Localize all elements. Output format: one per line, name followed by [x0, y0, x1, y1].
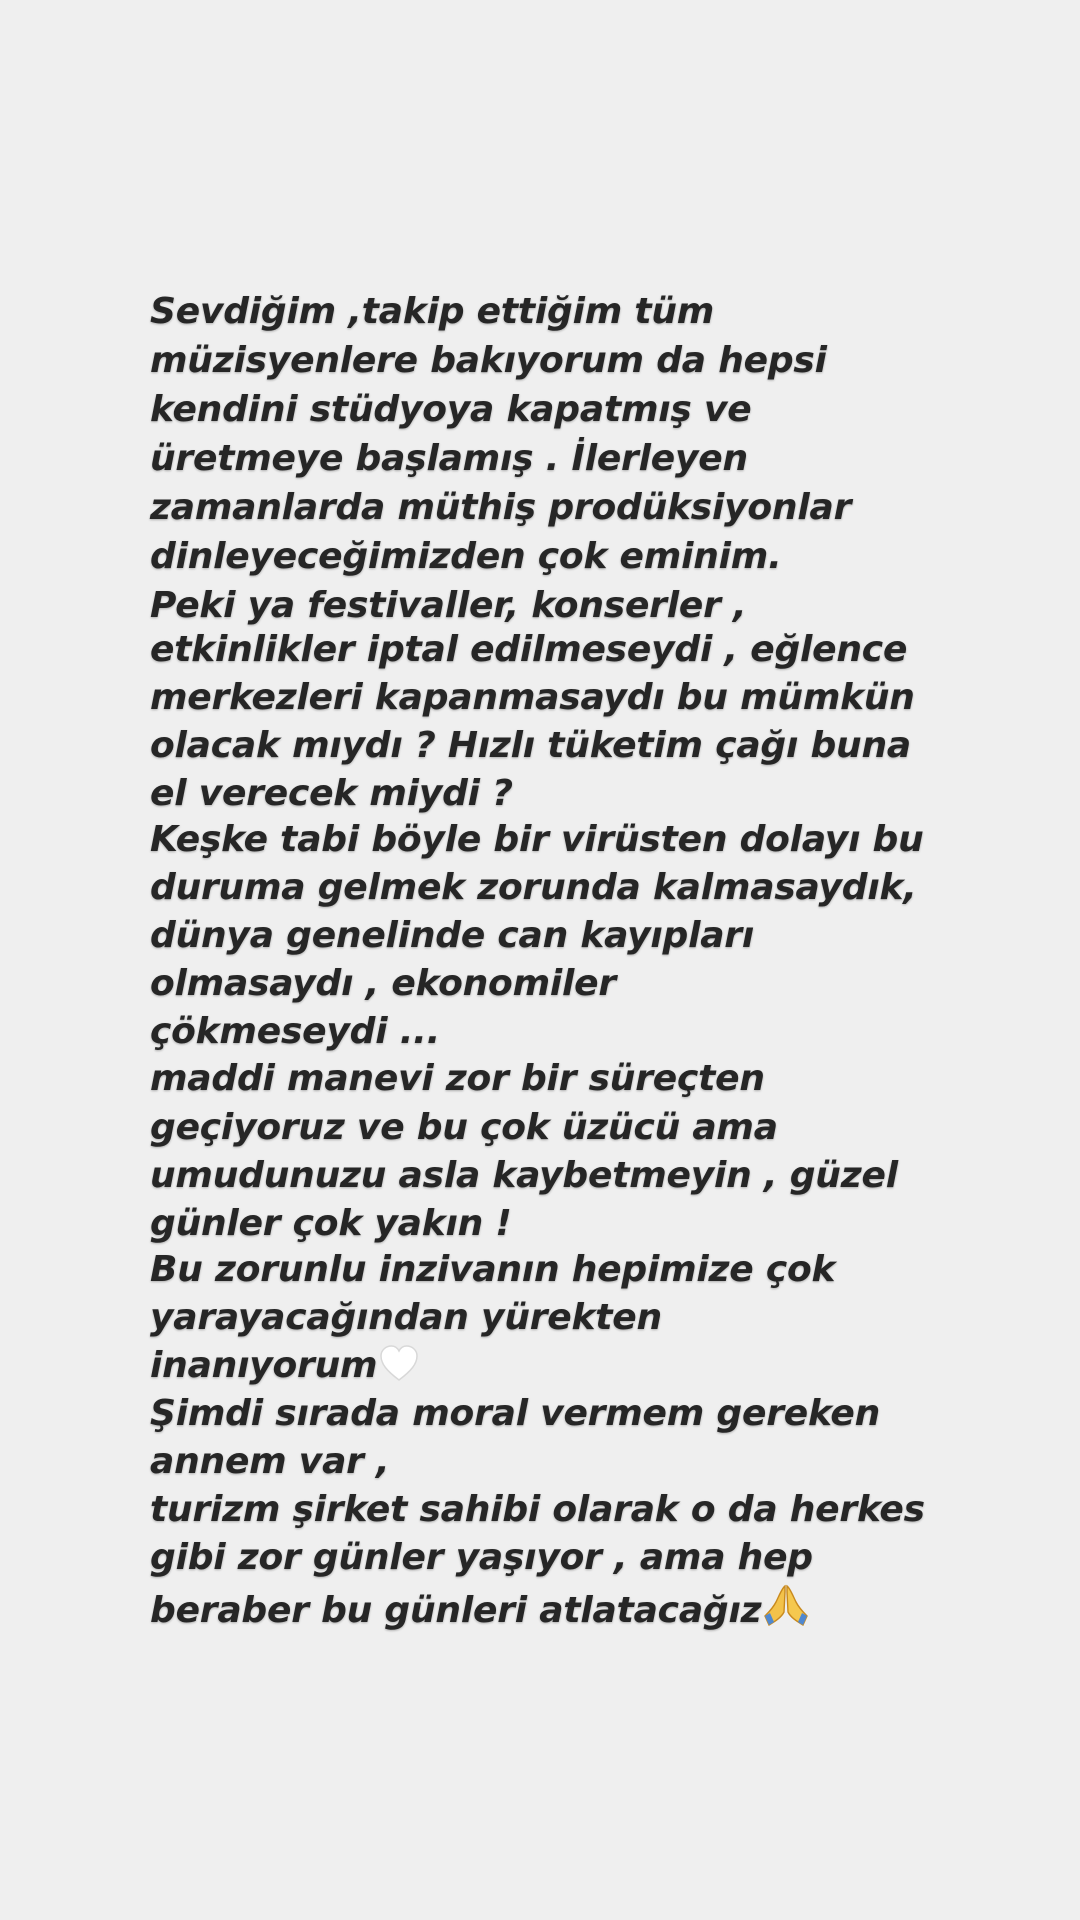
story-line-19: umudunuzu asla kaybetmeyin , güzel — [150, 1155, 898, 1196]
story-line-12: Keşke tabi böyle bir virüsten dolayı bu — [150, 819, 924, 860]
story-line-18: geçiyoruz ve bu çok üzücü ama — [150, 1107, 778, 1148]
story-line-8: etkinlikler iptal edilmeseydi , eğlence — [150, 629, 908, 670]
story-line-21: Bu zorunlu inzivanın hepimize çok — [150, 1249, 836, 1290]
story-line-25: annem var , — [150, 1441, 390, 1482]
story-line-11: el verecek miydi ? — [150, 773, 513, 814]
story-line-16: çökmeseydi ... — [150, 1011, 441, 1052]
story-line-23-text: inanıyorum — [150, 1345, 378, 1386]
story-line-28-text: beraber bu günleri atlatacağız — [150, 1590, 762, 1631]
white-heart-icon — [379, 1345, 419, 1396]
story-line-1: Sevdiğim ,takip ettiğim tüm — [150, 291, 715, 332]
story-line-2: müzisyenlere bakıyorum da hepsi — [150, 340, 827, 381]
story-line-9: merkezleri kapanmasaydı bu mümkün — [150, 677, 915, 718]
story-line-7: Peki ya festivaller, konserler , — [150, 585, 747, 626]
story-line-22: yarayacağından yürekten — [150, 1297, 662, 1338]
story-line-15: olmasaydı , ekonomiler — [150, 963, 616, 1004]
story-line-17: maddi manevi zor bir süreçten — [150, 1058, 765, 1099]
story-text-block — [150, 0, 1050, 1920]
story-line-13: duruma gelmek zorunda kalmasaydık, — [150, 867, 917, 908]
story-line-23 — [150, 1342, 419, 1396]
story-line-4: üretmeye başlamış . İlerleyen — [150, 438, 748, 479]
story-line-24: Şimdi sırada moral vermem gereken — [150, 1393, 881, 1434]
story-line-28 — [150, 1582, 809, 1641]
story-line-27: gibi zor günler yaşıyor , ama hep — [150, 1537, 813, 1578]
story-line-5: zamanlarda müthiş prodüksiyonlar — [150, 487, 852, 528]
story-line-3: kendini stüdyoya kapatmış ve — [150, 389, 752, 430]
folded-hands-icon — [763, 1582, 809, 1641]
story-line-10: olacak mıydı ? Hızlı tüketim çağı buna — [150, 725, 911, 766]
story-line-14: dünya genelinde can kayıpları — [150, 915, 755, 956]
story-line-26: turizm şirket sahibi olarak o da herkes — [150, 1489, 925, 1530]
story-line-20: günler çok yakın ! — [150, 1203, 512, 1244]
story-line-6: dinleyeceğimizden çok eminim. — [150, 536, 782, 577]
